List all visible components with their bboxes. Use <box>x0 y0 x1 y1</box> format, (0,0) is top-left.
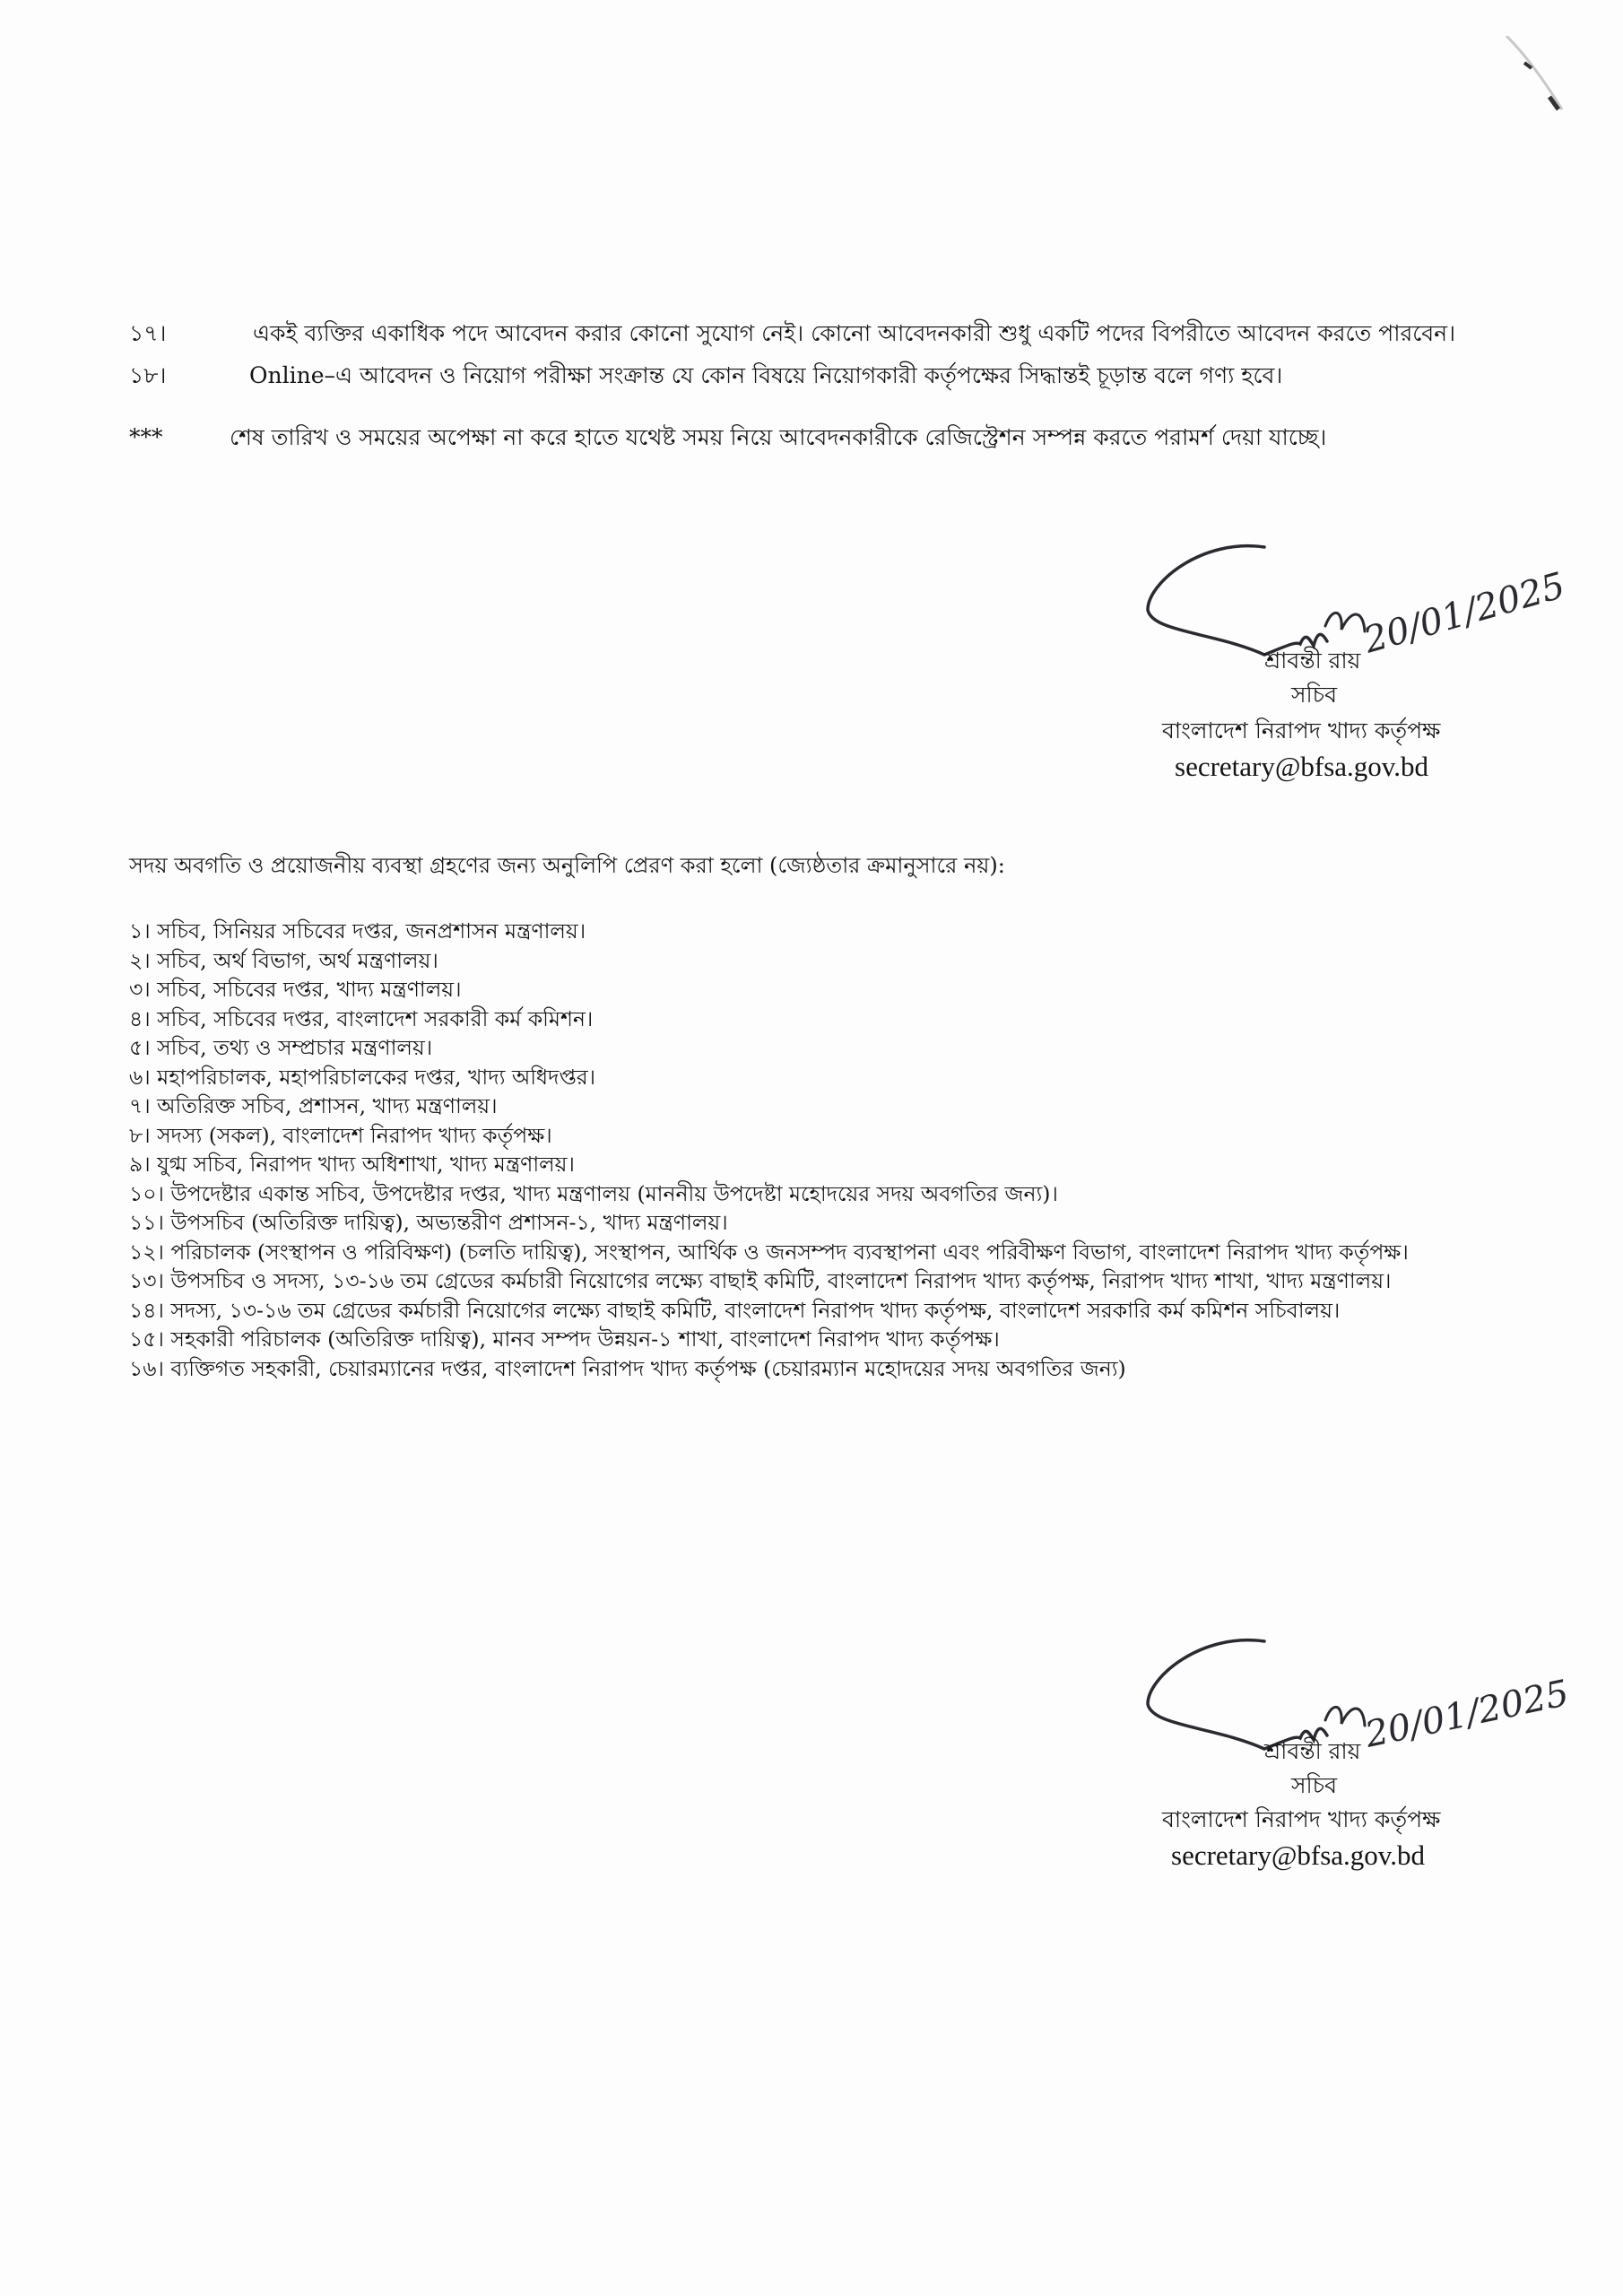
list-item: ৩। সচিব, সচিবের দপ্তর, খাদ্য মন্ত্রণালয়। <box>129 977 462 1002</box>
note-text: একই ব্যক্তির একাধিক পদে আবেদন করার কোনো সুযোগ নেই। কোনো আবেদনকারী শুধু একটি পদের বিপরীতে আবেদন করতে পারবেন। <box>253 320 1456 346</box>
handwritten-date: 20/01/2025 <box>1359 564 1570 662</box>
signatory-organization: বাংলাদেশ নিরাপদ খাদ্য কর্তৃপক্ষ <box>1162 1806 1441 1832</box>
list-item: ১১। উপসচিব (অতিরিক্ত দায়িত্ব), অভ্যন্তরীণ প্রশাসন-১, খাদ্য মন্ত্রণালয়। <box>129 1210 728 1235</box>
note-number: ১৭। <box>129 320 167 346</box>
note-number: ১৮। <box>129 362 167 388</box>
list-item: ২। সচিব, অর্থ বিভাগ, অর্থ মন্ত্রণালয়। <box>129 947 438 973</box>
note-text: শেষ তারিখ ও সময়ের অপেক্ষা না করে হাতে যথেষ্ট সময় নিয়ে আবেদনকারীকে রেজিস্ট্রেশন সম্পন্ন করতে পরামর্শ দেয়া যাচ্ছে। <box>230 424 1327 450</box>
list-item: ১২। পরিচালক (সংস্থাপন ও পরিবিক্ষণ) (চলতি দায়িত্ব), সংস্থাপন, আর্থিক ও জনসম্পদ ব্যবস্থাপনা এবং পরিবীক্ষণ বিভাগ, বাংলাদেশ নিরাপদ খাদ্য কর্তৃপক্ষ। <box>129 1239 1409 1265</box>
list-item: ১০। উপদেষ্টার একান্ত সচিব, উপদেষ্টার দপ্তর, খাদ্য মন্ত্রণালয় (মাননীয় উপদেষ্টা মহোদয়ের সদয় অবগতির জন্য)। <box>129 1180 1058 1206</box>
scan-artifact <box>1462 36 1587 161</box>
list-item: ১৩। উপসচিব ও সদস্য, ১৩-১৬ তম গ্রেডের কর্মচারী নিয়োগের লক্ষ্যে বাছাই কমিটি, বাংলাদেশ নিরাপদ খাদ্য কর্তৃপক্ষ, নিরাপদ খাদ্য শাখা, খাদ্য মন্ত্রণালয়। <box>129 1268 1392 1293</box>
signatory-organization: বাংলাদেশ নিরাপদ খাদ্য কর্তৃপক্ষ <box>1162 718 1441 744</box>
cc-intro: সদয় অবগতি ও প্রয়োজনীয় ব্যবস্থা গ্রহণের জন্য অনুলিপি প্রেরণ করা হলো (জ্যেষ্ঠতার ক্রমানুসারে নয়): <box>129 853 1005 878</box>
cc-list <box>129 917 1528 1383</box>
signatory-designation: সচিব <box>1291 1772 1338 1798</box>
handwritten-date: 20/01/2025 <box>1361 1672 1573 1756</box>
list-item: ৮। সদস্য (সকল), বাংলাদেশ নিরাপদ খাদ্য কর্তৃপক্ষ। <box>129 1122 552 1148</box>
signature-block-2 <box>1130 1614 1623 1901</box>
list-item: ১। সচিব, সিনিয়র সচিবের দপ্তর, জনপ্রশাসন মন্ত্রণালয়। <box>129 918 586 944</box>
signature-block-1 <box>1130 520 1623 807</box>
list-item: ৯। যুগ্ম সচিব, নিরাপদ খাদ্য অধিশাখা, খাদ্য মন্ত্রণালয়। <box>129 1152 575 1177</box>
signatory-email: secretary@bfsa.gov.bd <box>1175 751 1429 782</box>
note-marker: *** <box>129 424 163 450</box>
signatory-email: secretary@bfsa.gov.bd <box>1171 1839 1426 1871</box>
list-item: ৭। অতিরিক্ত সচিব, প্রশাসন, খাদ্য মন্ত্রণালয়। <box>129 1093 498 1118</box>
list-item: ৫। সচিব, তথ্য ও সম্প্রচার মন্ত্রণালয়। <box>129 1035 433 1060</box>
signatory-designation: সচিব <box>1291 682 1338 708</box>
list-item: ১৪। সদস্য, ১৩-১৬ তম গ্রেডের কর্মচারী নিয়োগের লক্ষ্যে বাছাই কমিটি, বাংলাদেশ নিরাপদ খাদ্য কর্তৃপক্ষ, বাংলাদেশ সরকারি কর্ম কমিশন সচিবালয়। <box>129 1297 1341 1323</box>
signatory-name: শ্রাবন্তী রায় <box>1264 1738 1361 1764</box>
list-item: ৪। সচিব, সচিবের দপ্তর, বাংলাদেশ সরকারী কর্ম কমিশন। <box>129 1005 594 1031</box>
handwritten-signature <box>1130 1614 1623 1794</box>
handwritten-signature <box>1130 520 1623 700</box>
note-text: Online–এ আবেদন ও নিয়োগ পরীক্ষা সংক্রান্ত যে কোন বিষয়ে নিয়োগকারী কর্তৃপক্ষের সিদ্ধান্তই চূড়ান্ত বলে গণ্য হবে। <box>249 362 1283 388</box>
signatory-name: শ্রাবন্তী রায় <box>1264 648 1361 674</box>
list-item: ১৫। সহকারী পরিচালক (অতিরিক্ত দায়িত্ব), মানব সম্পদ উন্নয়ন-১ শাখা, বাংলাদেশ নিরাপদ খাদ্য কর্তৃপক্ষ। <box>129 1326 1000 1352</box>
list-item: ১৬। ব্যক্তিগত সহকারী, চেয়ারম্যানের দপ্তর, বাংলাদেশ নিরাপদ খাদ্য কর্তৃপক্ষ (চেয়ারম্যান মহোদয়ের সদয় অবগতির জন্য) <box>129 1355 1126 1381</box>
list-item: ৬। মহাপরিচালক, মহাপরিচালকের দপ্তর, খাদ্য অধিদপ্তর। <box>129 1064 596 1090</box>
